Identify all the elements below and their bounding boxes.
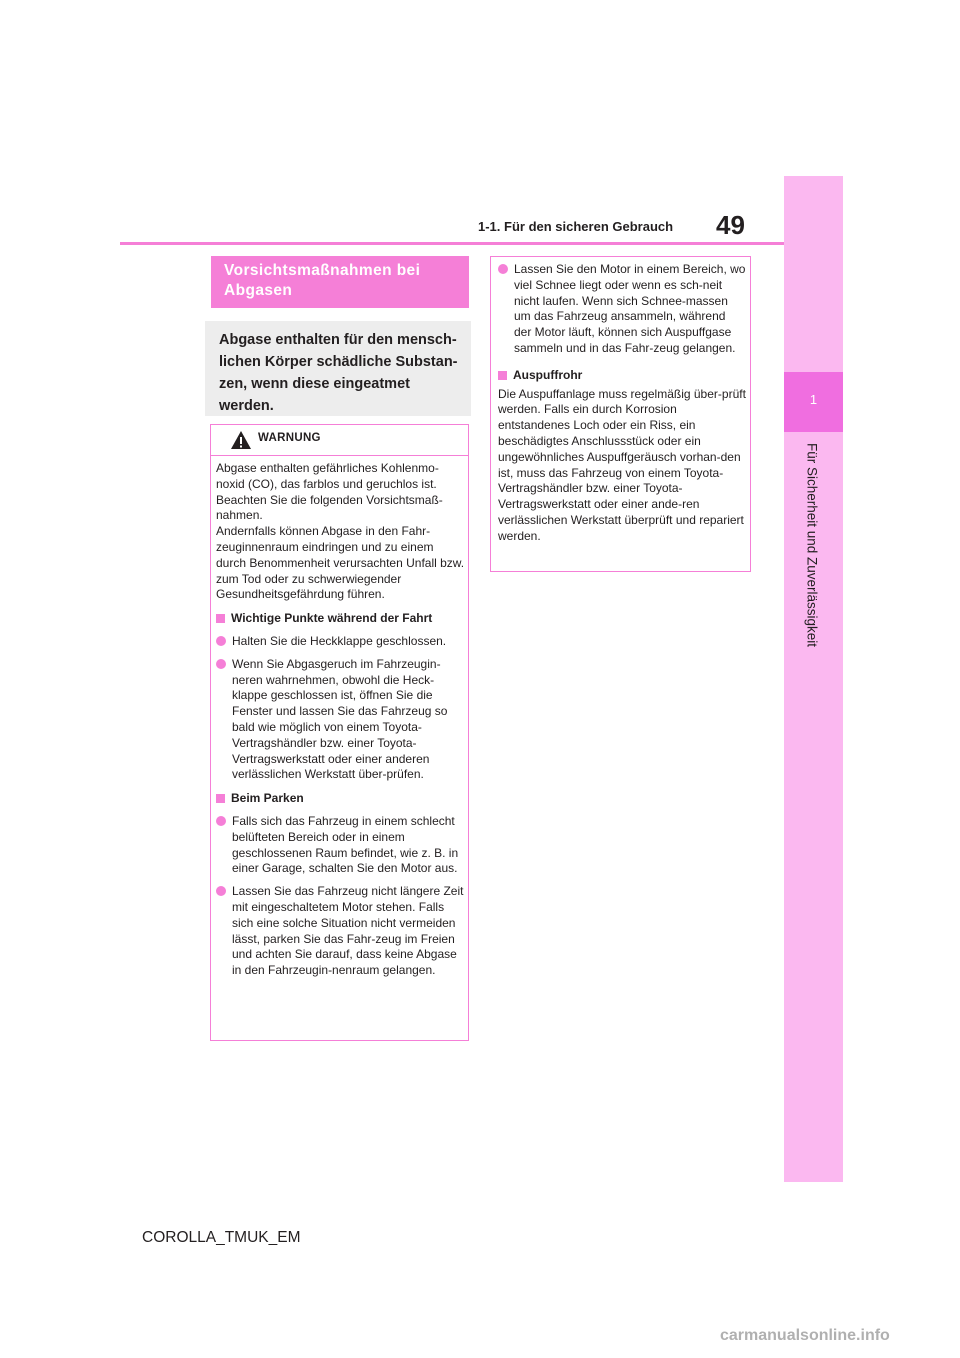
exhaust-heading [498,368,746,384]
list-item [216,634,466,650]
summary-text: Abgase enthalten für den mensch-lichen Körper schädliche Substan-zen, wenn diese eingeatmet werden. [219,332,458,414]
warning-header [211,425,468,456]
list-item-text: Wenn Sie Abgasgeruch im Fahrzeugin-neren wahrnehmen, obwohl die Heck-klappe geschlossen ist, öffnen Sie die Fenster und lassen Sie das Fahrzeug so bald wie möglich von einem Toyota-Vertragshändler bzw. einer Toyota-Vertragswerkstatt oder einer anderen verlässlichen Werkstatt über-prüfen. [232,656,448,782]
list-item-text: Falls sich das Fahrzeug in einem schlecht belüfteten Bereich oder in einem geschlossenen Raum befindet, wie z. B. in einer Garage, schalten Sie den Motor aus. [232,813,459,876]
watermark: carmanualsonline.info [720,1327,890,1344]
page-number: 49 [716,210,745,240]
warning-content [216,461,466,979]
list-item-text: Lassen Sie das Fahrzeug nicht längere Zeit mit eingeschaltetem Motor stehen. Falls sich eine solche Situation nicht vermeiden lässt, parken Sie das Fahr-zeug im Freien und achten Sie darauf, dass keine Abgase in den Fahrzeugin-nenraum gelangen. [232,884,464,978]
parking-heading-text: Beim Parken [231,791,304,806]
driving-heading-text: Wichtige Punkte während der Fahrt [231,611,433,626]
square-bullet-icon [498,371,507,380]
circle-bullet-icon [216,659,226,669]
circle-bullet-icon [216,816,226,826]
driving-heading [216,611,466,627]
warning-triangle-icon [230,430,252,450]
list-item [216,814,466,877]
chapter-number-box [784,372,843,432]
chapter-number: 1 [809,392,818,407]
circle-bullet-icon [216,636,226,646]
list-item [498,262,746,357]
document-code: COROLLA_TMUK_EM [142,1229,301,1246]
list-item-text: Lassen Sie den Motor in einem Bereich, wo viel Schnee liegt oder wenn es sch-neit nicht laufen. Wenn sich Schnee-massen um das Fahrzeug ansammeln, während der Motor läuft, können sich Auspuffgase sammeln und in das Fahr-zeug gelangen. [514,262,746,355]
list-item-text: Halten Sie die Heckklappe geschlossen. [232,633,447,648]
warning-continuation-box [490,256,751,572]
circle-bullet-icon [498,264,508,274]
list-item [216,884,466,979]
topic-title: Vorsichtsmaßnahmen bei Abgasen [224,262,421,299]
square-bullet-icon [216,794,225,803]
section-heading: 1-1. Für den sicheren Gebrauch [478,219,674,234]
warning-label: WARNUNG [258,432,321,444]
exhaust-text: Die Auspuffanlage muss regelmäßig über-prüft werden. Falls ein durch Korrosion entstandenes Loch oder ein Riss, ein beschädigtes Anschlussstück oder ein ungewöhnliches Auspuffgeräusch vorhan-den ist, muss das Fahrzeug von einem Toyota-Vertragshändler bzw. einer Toyota-Vertragswerkstatt oder einer ande-ren verlässlichen Werkstatt überprüft und repariert werden. [498,386,746,543]
warning-intro: Abgase enthalten gefährliches Kohlenmo-noxid (CO), das farblos und geruchlos ist. Beachten Sie die folgenden Vorsichtsmaß-nahmen. [216,461,443,523]
exhaust-heading-text: Auspuffrohr [513,367,583,382]
continuation-content [498,262,746,545]
circle-bullet-icon [216,886,226,896]
header-rule [120,242,784,245]
chapter-side-tab [784,176,843,1182]
parking-heading [216,791,466,807]
topic-title-box [211,256,469,308]
warning-consequence: Andernfalls können Abgase in den Fahr-zeuginnenraum eindringen und zu einem durch Benommenheit verursachten Unfall bzw. zum Tod oder zu schwerwiegender Gesundheitsgefährdung führen. [216,524,465,602]
list-item [216,657,466,783]
warning-box [210,424,469,1041]
square-bullet-icon [216,614,225,623]
chapter-title: Für Sicherheit und Zuverlässigkeit [804,442,820,648]
summary-box [205,321,471,416]
